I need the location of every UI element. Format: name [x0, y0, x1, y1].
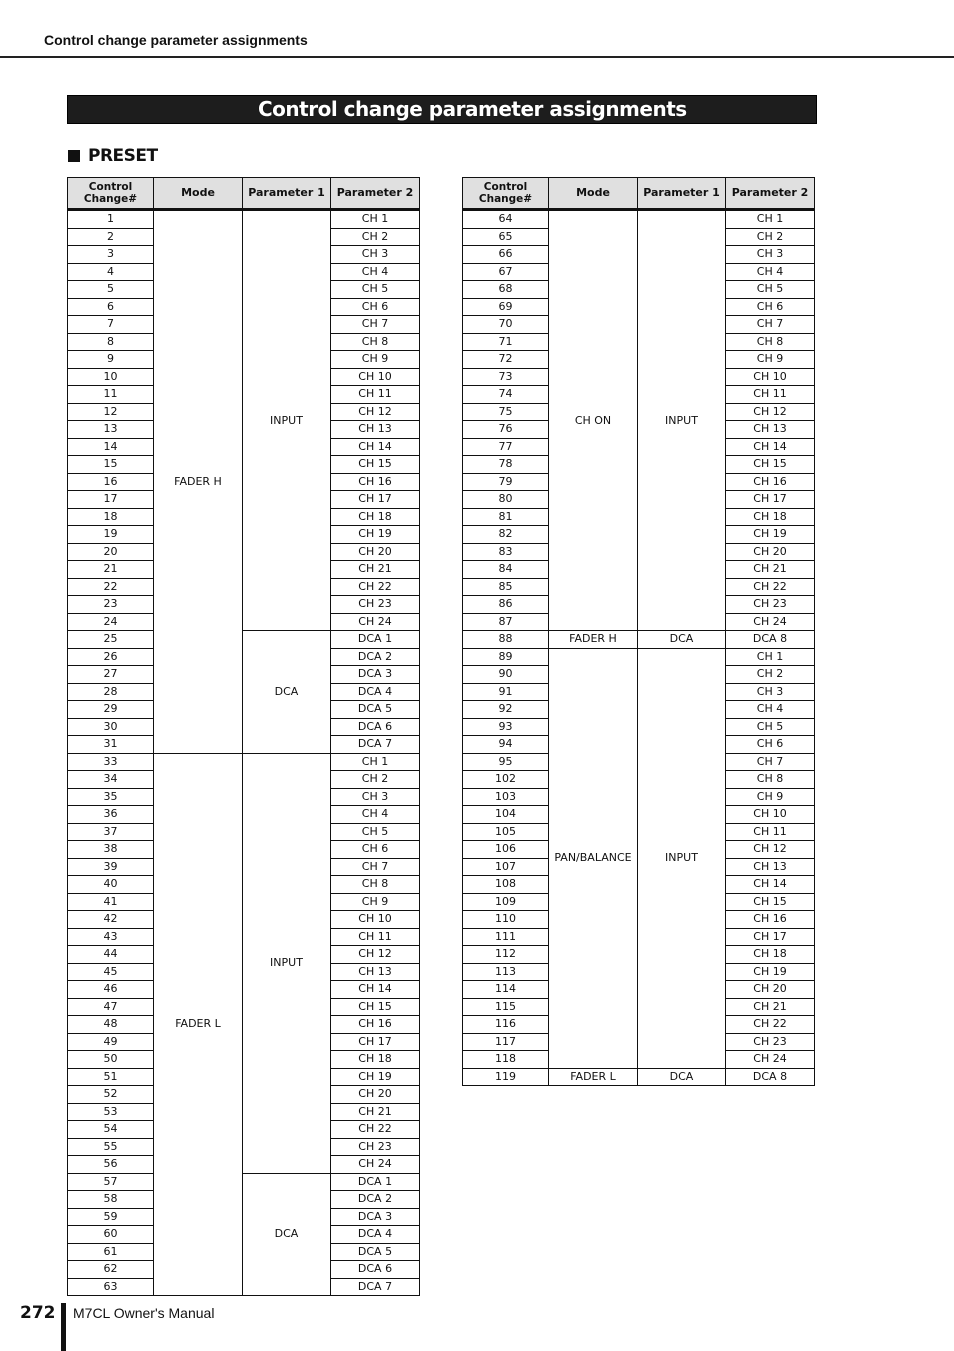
parameter-2-cell: CH 6 [726, 298, 815, 316]
section-title: PRESET [88, 146, 158, 166]
cc-number-cell: 42 [68, 911, 154, 929]
parameter-2-cell: CH 1 [331, 753, 420, 771]
cc-number-cell: 70 [463, 316, 549, 334]
parameter-2-cell: DCA 6 [331, 1261, 420, 1279]
parameter-2-cell: CH 1 [726, 210, 815, 229]
parameter-2-cell: DCA 8 [726, 631, 815, 649]
parameter-2-cell: CH 17 [726, 491, 815, 509]
parameter-2-cell: CH 21 [726, 998, 815, 1016]
cc-number-cell: 90 [463, 666, 549, 684]
table-row [68, 210, 420, 229]
cc-number-cell: 107 [463, 858, 549, 876]
cc-number-cell: 106 [463, 841, 549, 859]
cc-number-cell: 91 [463, 683, 549, 701]
cc-number-cell: 118 [463, 1051, 549, 1069]
cc-number-cell: 39 [68, 858, 154, 876]
cc-number-cell: 58 [68, 1191, 154, 1209]
cc-number-cell: 11 [68, 386, 154, 404]
cc-number-cell: 104 [463, 806, 549, 824]
cc-number-cell: 28 [68, 683, 154, 701]
parameter-2-cell: CH 12 [331, 946, 420, 964]
parameter-2-cell: CH 15 [726, 893, 815, 911]
table-row [68, 1173, 420, 1191]
parameter-2-cell: DCA 6 [331, 718, 420, 736]
cc-number-cell: 47 [68, 998, 154, 1016]
cc-number-cell: 76 [463, 421, 549, 439]
cc-number-cell: 105 [463, 823, 549, 841]
parameter-2-cell: CH 18 [726, 508, 815, 526]
cc-number-cell: 89 [463, 648, 549, 666]
cc-number-cell: 83 [463, 543, 549, 561]
header-parameter-2: Parameter 2 [726, 178, 815, 210]
cc-number-cell: 46 [68, 981, 154, 999]
cc-number-cell: 80 [463, 491, 549, 509]
cc-number-cell: 17 [68, 491, 154, 509]
parameter-2-cell: CH 24 [726, 1051, 815, 1069]
cc-number-cell: 66 [463, 246, 549, 264]
parameter-2-cell: DCA 1 [331, 1173, 420, 1191]
cc-number-cell: 88 [463, 631, 549, 649]
cc-number-cell: 19 [68, 526, 154, 544]
header-mode: Mode [154, 178, 243, 210]
parameter-2-cell: CH 1 [331, 210, 420, 229]
parameter-2-cell: CH 5 [331, 281, 420, 299]
cc-number-cell: 103 [463, 788, 549, 806]
cc-number-cell: 31 [68, 736, 154, 754]
parameter-2-cell: CH 7 [726, 316, 815, 334]
cc-number-cell: 69 [463, 298, 549, 316]
cc-table-right [462, 177, 815, 1086]
cc-number-cell: 22 [68, 578, 154, 596]
parameter-2-cell: CH 19 [331, 526, 420, 544]
cc-number-cell: 6 [68, 298, 154, 316]
cc-number-cell: 27 [68, 666, 154, 684]
cc-number-cell: 49 [68, 1033, 154, 1051]
parameter-2-cell: CH 17 [726, 928, 815, 946]
cc-number-cell: 62 [68, 1261, 154, 1279]
parameter-2-cell: CH 15 [331, 456, 420, 474]
cc-number-cell: 29 [68, 701, 154, 719]
mode-cell: FADER H [154, 210, 243, 754]
cc-number-cell: 2 [68, 228, 154, 246]
parameter-1-cell: DCA [243, 631, 331, 754]
cc-number-cell: 108 [463, 876, 549, 894]
parameter-2-cell: DCA 7 [331, 736, 420, 754]
parameter-2-cell: CH 3 [331, 246, 420, 264]
parameter-2-cell: CH 8 [726, 771, 815, 789]
cc-number-cell: 55 [68, 1138, 154, 1156]
header-parameter-2: Parameter 2 [331, 178, 420, 210]
parameter-2-cell: CH 10 [331, 368, 420, 386]
parameter-2-cell: CH 23 [331, 596, 420, 614]
parameter-2-cell: CH 6 [331, 841, 420, 859]
cc-number-cell: 82 [463, 526, 549, 544]
table-row [68, 631, 420, 649]
cc-number-cell: 73 [463, 368, 549, 386]
parameter-2-cell: CH 17 [331, 1033, 420, 1051]
table-row [463, 631, 815, 649]
table-row [68, 753, 420, 771]
running-head: Control change parameter assignments [44, 32, 308, 48]
cc-number-cell: 94 [463, 736, 549, 754]
cc-number-cell: 15 [68, 456, 154, 474]
parameter-2-cell: CH 13 [331, 421, 420, 439]
parameter-2-cell: CH 12 [331, 403, 420, 421]
parameter-2-cell: CH 14 [331, 981, 420, 999]
parameter-2-cell: CH 20 [331, 1086, 420, 1104]
header-parameter-1: Parameter 1 [638, 178, 726, 210]
cc-number-cell: 72 [463, 351, 549, 369]
cc-number-cell: 77 [463, 438, 549, 456]
mode-cell: CH ON [549, 210, 638, 631]
cc-number-cell: 45 [68, 963, 154, 981]
parameter-2-cell: CH 6 [331, 298, 420, 316]
parameter-2-cell: CH 10 [331, 911, 420, 929]
parameter-2-cell: CH 21 [726, 561, 815, 579]
parameter-2-cell: CH 5 [726, 718, 815, 736]
parameter-2-cell: DCA 5 [331, 701, 420, 719]
cc-number-cell: 37 [68, 823, 154, 841]
cc-number-cell: 85 [463, 578, 549, 596]
parameter-2-cell: CH 20 [331, 543, 420, 561]
parameter-2-cell: CH 2 [331, 771, 420, 789]
cc-number-cell: 109 [463, 893, 549, 911]
cc-number-cell: 93 [463, 718, 549, 736]
parameter-2-cell: DCA 3 [331, 1208, 420, 1226]
parameter-1-cell: DCA [638, 1068, 726, 1086]
cc-number-cell: 81 [463, 508, 549, 526]
cc-number-cell: 14 [68, 438, 154, 456]
parameter-2-cell: DCA 5 [331, 1243, 420, 1261]
parameter-2-cell: CH 6 [726, 736, 815, 754]
parameter-2-cell: CH 19 [331, 1068, 420, 1086]
cc-number-cell: 57 [68, 1173, 154, 1191]
parameter-2-cell: CH 5 [331, 823, 420, 841]
parameter-2-cell: CH 12 [726, 403, 815, 421]
parameter-2-cell: CH 3 [726, 683, 815, 701]
parameter-2-cell: CH 14 [331, 438, 420, 456]
parameter-2-cell: CH 24 [331, 1156, 420, 1174]
parameter-2-cell: CH 22 [726, 1016, 815, 1034]
parameter-2-cell: CH 17 [331, 491, 420, 509]
cc-number-cell: 113 [463, 963, 549, 981]
parameter-2-cell: CH 22 [331, 1121, 420, 1139]
parameter-2-cell: CH 2 [726, 666, 815, 684]
header-divider [0, 56, 954, 58]
cc-number-cell: 10 [68, 368, 154, 386]
cc-number-cell: 34 [68, 771, 154, 789]
parameter-2-cell: CH 4 [331, 806, 420, 824]
parameter-2-cell: CH 22 [331, 578, 420, 596]
parameter-2-cell: CH 13 [331, 963, 420, 981]
mode-cell: FADER H [549, 631, 638, 649]
parameter-2-cell: CH 4 [726, 263, 815, 281]
parameter-2-cell: CH 11 [331, 386, 420, 404]
parameter-2-cell: CH 21 [331, 1103, 420, 1121]
parameter-1-cell: DCA [243, 1173, 331, 1296]
parameter-2-cell: CH 4 [331, 263, 420, 281]
parameter-2-cell: CH 10 [726, 806, 815, 824]
cc-number-cell: 60 [68, 1226, 154, 1244]
cc-number-cell: 24 [68, 613, 154, 631]
cc-number-cell: 59 [68, 1208, 154, 1226]
cc-number-cell: 41 [68, 893, 154, 911]
parameter-2-cell: CH 16 [331, 473, 420, 491]
cc-number-cell: 67 [463, 263, 549, 281]
parameter-2-cell: CH 16 [726, 473, 815, 491]
cc-number-cell: 54 [68, 1121, 154, 1139]
parameter-2-cell: CH 8 [331, 876, 420, 894]
cc-number-cell: 33 [68, 753, 154, 771]
cc-number-cell: 23 [68, 596, 154, 614]
parameter-2-cell: CH 7 [331, 316, 420, 334]
parameter-2-cell: DCA 3 [331, 666, 420, 684]
parameter-2-cell: CH 18 [726, 946, 815, 964]
parameter-2-cell: CH 16 [726, 911, 815, 929]
page-number: 272 [20, 1303, 56, 1323]
parameter-2-cell: CH 20 [726, 981, 815, 999]
title-bar [67, 95, 817, 124]
cc-number-cell: 119 [463, 1068, 549, 1086]
parameter-2-cell: CH 11 [726, 823, 815, 841]
cc-number-cell: 38 [68, 841, 154, 859]
cc-number-cell: 117 [463, 1033, 549, 1051]
parameter-2-cell: CH 14 [726, 876, 815, 894]
mode-cell: FADER L [154, 753, 243, 1296]
parameter-2-cell: CH 11 [726, 386, 815, 404]
cc-number-cell: 115 [463, 998, 549, 1016]
cc-number-cell: 18 [68, 508, 154, 526]
cc-number-cell: 65 [463, 228, 549, 246]
parameter-1-cell: DCA [638, 631, 726, 649]
cc-number-cell: 63 [68, 1278, 154, 1296]
cc-number-cell: 112 [463, 946, 549, 964]
header-parameter-1: Parameter 1 [243, 178, 331, 210]
cc-number-cell: 25 [68, 631, 154, 649]
cc-number-cell: 92 [463, 701, 549, 719]
parameter-2-cell: DCA 1 [331, 631, 420, 649]
parameter-2-cell: CH 8 [726, 333, 815, 351]
parameter-2-cell: CH 19 [726, 963, 815, 981]
cc-number-cell: 111 [463, 928, 549, 946]
cc-number-cell: 40 [68, 876, 154, 894]
parameter-2-cell: CH 21 [331, 561, 420, 579]
cc-number-cell: 30 [68, 718, 154, 736]
cc-number-cell: 64 [463, 210, 549, 229]
cc-number-cell: 35 [68, 788, 154, 806]
cc-number-cell: 87 [463, 613, 549, 631]
parameter-2-cell: CH 10 [726, 368, 815, 386]
cc-number-cell: 86 [463, 596, 549, 614]
header-control-change: Control Change# [68, 178, 154, 210]
cc-number-cell: 36 [68, 806, 154, 824]
cc-number-cell: 84 [463, 561, 549, 579]
parameter-2-cell: DCA 7 [331, 1278, 420, 1296]
table-row [463, 210, 815, 229]
parameter-1-cell: INPUT [243, 210, 331, 631]
parameter-2-cell: CH 18 [331, 1051, 420, 1069]
cc-number-cell: 43 [68, 928, 154, 946]
cc-number-cell: 48 [68, 1016, 154, 1034]
parameter-2-cell: CH 9 [331, 351, 420, 369]
parameter-2-cell: CH 20 [726, 543, 815, 561]
parameter-1-cell: INPUT [243, 753, 331, 1173]
parameter-2-cell: CH 7 [726, 753, 815, 771]
parameter-1-cell: INPUT [638, 648, 726, 1068]
cc-number-cell: 74 [463, 386, 549, 404]
parameter-2-cell: CH 2 [331, 228, 420, 246]
cc-number-cell: 110 [463, 911, 549, 929]
parameter-2-cell: CH 22 [726, 578, 815, 596]
parameter-2-cell: DCA 4 [331, 683, 420, 701]
parameter-1-cell: INPUT [638, 210, 726, 631]
parameter-2-cell: CH 23 [726, 1033, 815, 1051]
parameter-2-cell: CH 7 [331, 858, 420, 876]
parameter-2-cell: CH 15 [726, 456, 815, 474]
cc-number-cell: 61 [68, 1243, 154, 1261]
square-bullet-icon [68, 150, 80, 162]
parameter-2-cell: CH 9 [726, 788, 815, 806]
cc-number-cell: 20 [68, 543, 154, 561]
parameter-2-cell: CH 13 [726, 858, 815, 876]
cc-number-cell: 26 [68, 648, 154, 666]
parameter-2-cell: CH 15 [331, 998, 420, 1016]
cc-number-cell: 95 [463, 753, 549, 771]
cc-number-cell: 102 [463, 771, 549, 789]
cc-number-cell: 71 [463, 333, 549, 351]
cc-number-cell: 1 [68, 210, 154, 229]
cc-number-cell: 4 [68, 263, 154, 281]
cc-number-cell: 75 [463, 403, 549, 421]
parameter-2-cell: DCA 2 [331, 1191, 420, 1209]
parameter-2-cell: CH 19 [726, 526, 815, 544]
parameter-2-cell: CH 5 [726, 281, 815, 299]
parameter-2-cell: CH 3 [726, 246, 815, 264]
parameter-2-cell: CH 18 [331, 508, 420, 526]
parameter-2-cell: CH 16 [331, 1016, 420, 1034]
parameter-2-cell: CH 24 [331, 613, 420, 631]
parameter-2-cell: CH 4 [726, 701, 815, 719]
cc-number-cell: 13 [68, 421, 154, 439]
manual-name: M7CL Owner's Manual [73, 1305, 215, 1321]
parameter-2-cell: CH 13 [726, 421, 815, 439]
cc-number-cell: 116 [463, 1016, 549, 1034]
cc-number-cell: 3 [68, 246, 154, 264]
parameter-2-cell: CH 12 [726, 841, 815, 859]
parameter-2-cell: CH 14 [726, 438, 815, 456]
cc-number-cell: 44 [68, 946, 154, 964]
parameter-2-cell: CH 2 [726, 228, 815, 246]
cc-number-cell: 5 [68, 281, 154, 299]
cc-number-cell: 16 [68, 473, 154, 491]
parameter-2-cell: CH 1 [726, 648, 815, 666]
cc-number-cell: 50 [68, 1051, 154, 1069]
cc-number-cell: 52 [68, 1086, 154, 1104]
parameter-2-cell: CH 9 [726, 351, 815, 369]
cc-number-cell: 114 [463, 981, 549, 999]
cc-number-cell: 79 [463, 473, 549, 491]
table-row [463, 1068, 815, 1086]
cc-number-cell: 21 [68, 561, 154, 579]
cc-number-cell: 12 [68, 403, 154, 421]
parameter-2-cell: CH 24 [726, 613, 815, 631]
parameter-2-cell: CH 8 [331, 333, 420, 351]
cc-number-cell: 8 [68, 333, 154, 351]
footer-bar [61, 1303, 66, 1351]
cc-number-cell: 53 [68, 1103, 154, 1121]
parameter-2-cell: CH 11 [331, 928, 420, 946]
header-control-change: Control Change# [463, 178, 549, 210]
mode-cell: FADER L [549, 1068, 638, 1086]
cc-number-cell: 56 [68, 1156, 154, 1174]
cc-number-cell: 78 [463, 456, 549, 474]
page-title: Control change parameter assignments [258, 97, 687, 121]
parameter-2-cell: DCA 2 [331, 648, 420, 666]
parameter-2-cell: CH 23 [726, 596, 815, 614]
parameter-2-cell: DCA 4 [331, 1226, 420, 1244]
parameter-2-cell: CH 9 [331, 893, 420, 911]
parameter-2-cell: DCA 8 [726, 1068, 815, 1086]
parameter-2-cell: CH 3 [331, 788, 420, 806]
mode-cell: PAN/BALANCE [549, 648, 638, 1068]
parameter-2-cell: CH 23 [331, 1138, 420, 1156]
cc-number-cell: 9 [68, 351, 154, 369]
cc-number-cell: 7 [68, 316, 154, 334]
cc-number-cell: 68 [463, 281, 549, 299]
cc-number-cell: 51 [68, 1068, 154, 1086]
cc-table-left [67, 177, 420, 1296]
header-mode: Mode [549, 178, 638, 210]
table-row [463, 648, 815, 666]
